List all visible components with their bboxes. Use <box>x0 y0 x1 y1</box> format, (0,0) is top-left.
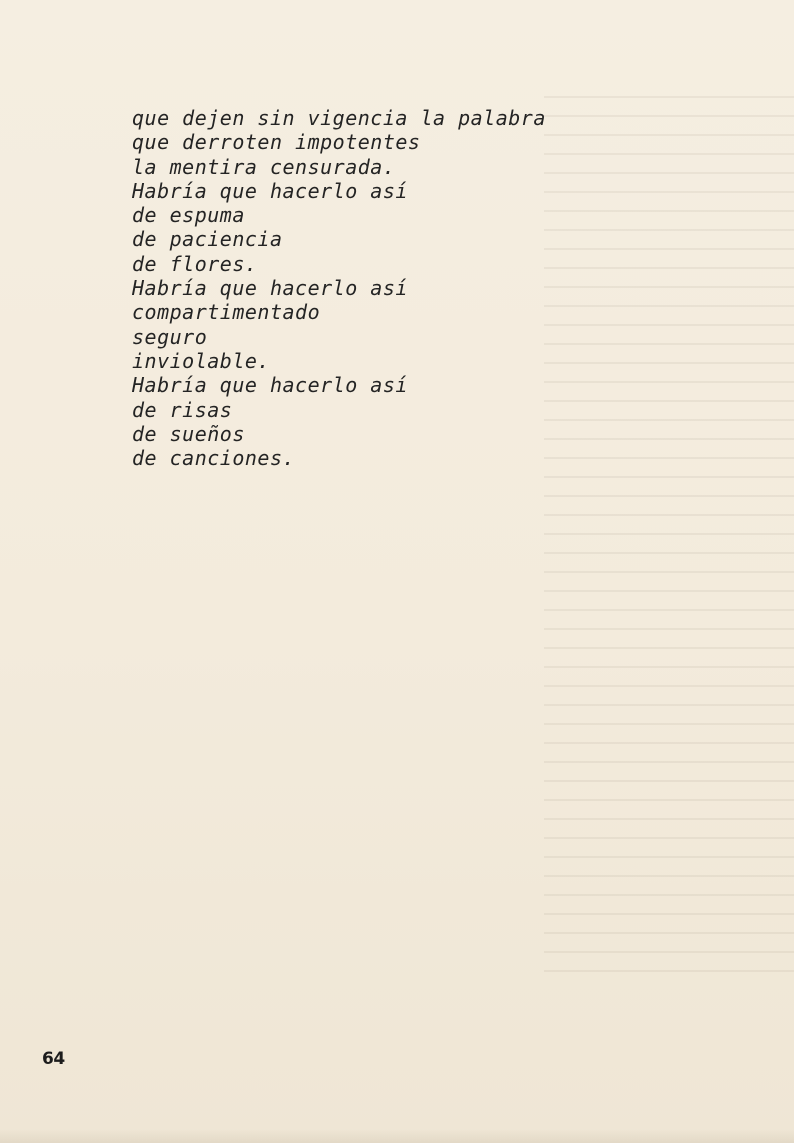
poem-line: que dejen sin vigencia la palabra <box>132 106 546 130</box>
poem-line: seguro <box>132 324 208 349</box>
poem-line: de sueños <box>132 421 245 446</box>
poem-line: de espuma <box>132 203 245 228</box>
poem-line: de flores. <box>132 251 258 276</box>
poem-line: de risas <box>132 397 233 422</box>
poem-line: inviolable. <box>132 348 270 373</box>
poem-line: la mentira censurada. <box>132 154 396 179</box>
poem-line: Habría que hacerlo así <box>132 178 408 203</box>
poem-line: de canciones. <box>132 446 296 471</box>
poem-line: Habría que hacerlo así <box>132 276 408 301</box>
poem-line: Habría que hacerlo así <box>132 373 408 398</box>
poem-line: compartimentado <box>132 300 321 325</box>
page-edge-shadow <box>0 1129 794 1143</box>
poem-text <box>132 106 692 470</box>
page-number: 64 <box>42 1049 65 1069</box>
poem-line: que derroten impotentes <box>132 130 421 155</box>
poem-line: de paciencia <box>132 227 283 252</box>
